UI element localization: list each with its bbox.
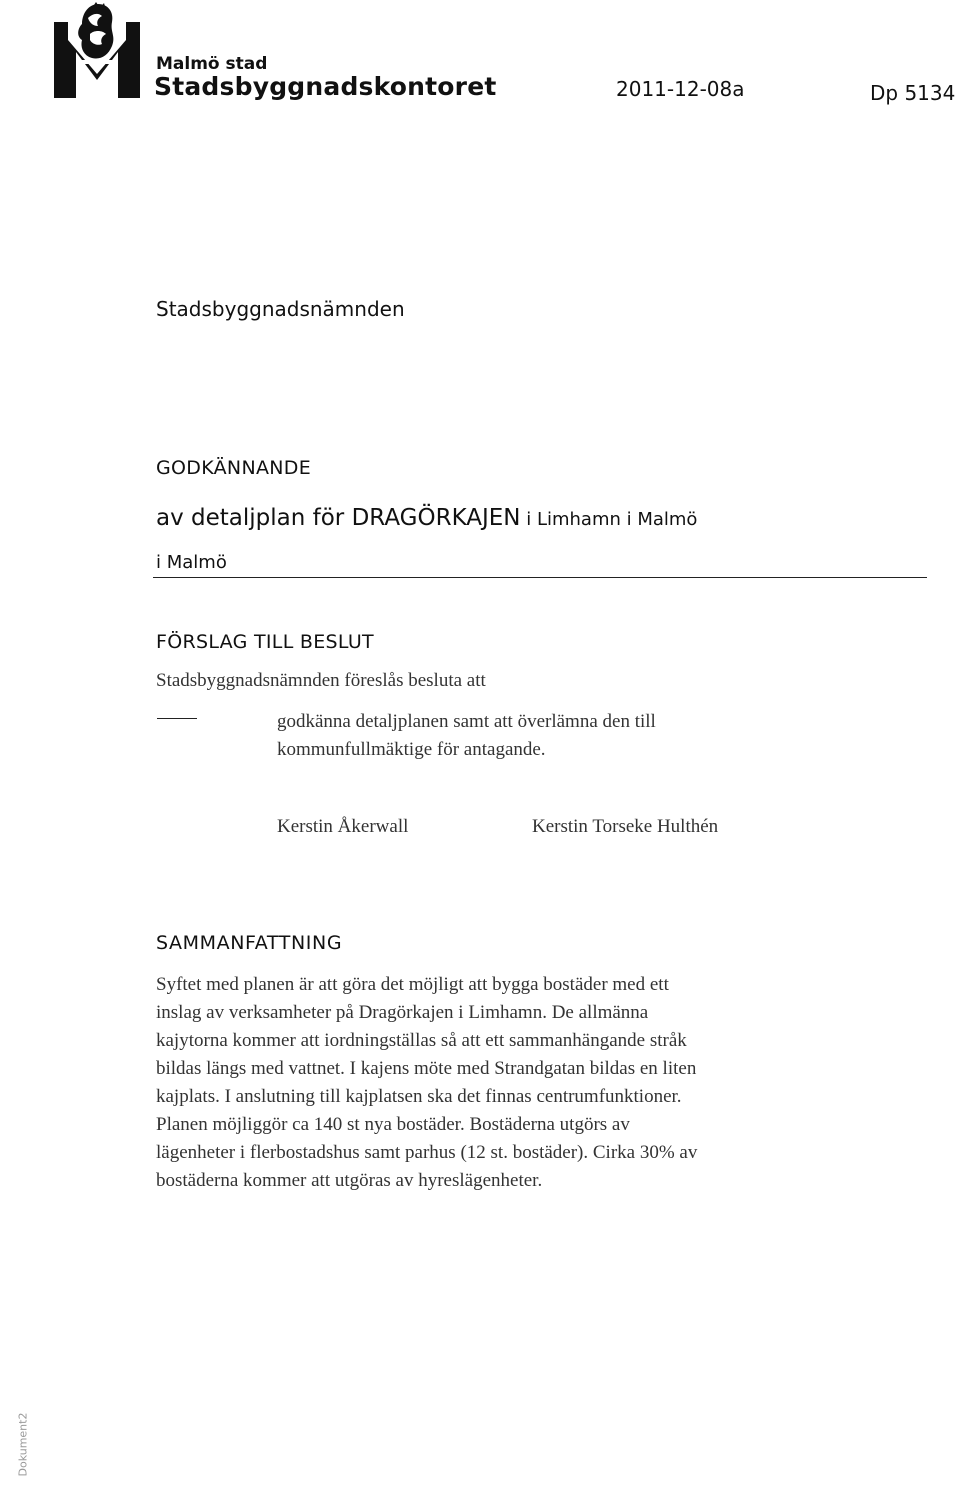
document-reference: Dp 5134 xyxy=(870,81,956,105)
proposal-intro: Stadsbyggnadsnämnden föreslås besluta att xyxy=(156,670,486,691)
approval-heading: GODKÄNNANDE xyxy=(156,457,312,479)
bullet-dash xyxy=(157,718,197,719)
plan-location: i Malmö xyxy=(156,552,227,573)
summary-line: lägenheter i flerbostadshus samt parhus (12 st. bostäder). Cirka 30% av xyxy=(156,1142,698,1163)
malmo-coat-of-arms-icon xyxy=(52,0,142,100)
document-side-label: Dokument2 xyxy=(16,1412,30,1477)
plan-title-suffix: i Limhamn i Malmö xyxy=(520,509,698,530)
summary-text xyxy=(156,971,856,1195)
proposal-bullet xyxy=(277,708,837,764)
department-name: Stadsbyggnadskontoret xyxy=(154,72,497,101)
summary-line: Planen möjliggör ca 140 st nya bostäder. Bostäderna utgörs av xyxy=(156,1114,630,1135)
title-divider xyxy=(153,577,927,578)
signer-name: Kerstin Torseke Hulthén xyxy=(532,816,719,837)
proposal-bullet-line: kommunfullmäktige för antagande. xyxy=(277,739,546,760)
summary-line: kajytorna kommer att iordningställas så att ett sammanhängande stråk xyxy=(156,1030,687,1051)
proposal-bullet-line: godkänna detaljplanen samt att överlämna den till xyxy=(277,711,656,732)
organization-name: Malmö stad xyxy=(156,54,268,74)
plan-title xyxy=(156,505,697,531)
summary-line: inslag av verksamheter på Dragörkajen i Limhamn. De allmänna xyxy=(156,1002,649,1023)
summary-line: bostäderna kommer att utgöras av hyreslägenheter. xyxy=(156,1170,543,1191)
proposal-heading: FÖRSLAG TILL BESLUT xyxy=(156,631,374,653)
plan-title-main: av detaljplan för DRAGÖRKAJEN xyxy=(156,505,521,531)
summary-line: kajplats. I anslutning till kajplatsen ska det finnas centrumfunktioner. xyxy=(156,1086,682,1107)
document-date: 2011-12-08a xyxy=(616,77,745,101)
summary-heading: SAMMANFATTNING xyxy=(156,932,343,954)
signer-name: Kerstin Åkerwall xyxy=(277,816,409,837)
summary-line: bildas längs med vattnet. I kajens möte med Strandgatan bildas en liten xyxy=(156,1058,697,1079)
recipient: Stadsbyggnadsnämnden xyxy=(156,297,405,321)
summary-line: Syftet med planen är att göra det möjligt att bygga bostäder med ett xyxy=(156,974,669,995)
